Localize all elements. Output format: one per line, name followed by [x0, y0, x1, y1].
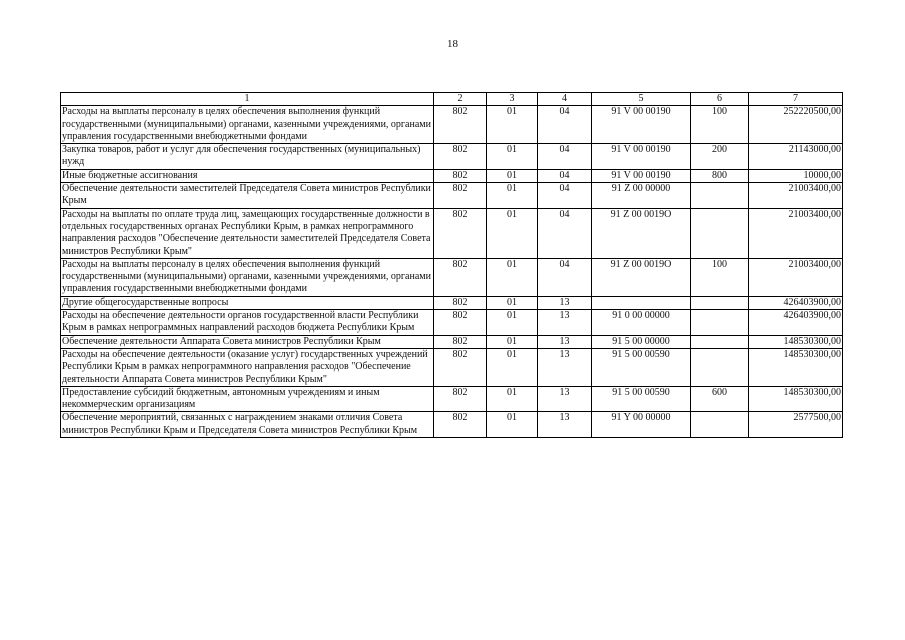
- row-name: Предоставление субсидий бюджетным, автономным учреждениям и иным некоммерческим организациям: [61, 386, 434, 412]
- row-subsection-code: 13: [538, 335, 592, 348]
- row-target-code: 91 Z 00 0019O: [592, 208, 691, 258]
- row-section-code: 01: [487, 106, 538, 144]
- row-name: Обеспечение деятельности заместителей Председателя Совета министров Республики Крым: [61, 183, 434, 209]
- row-amount: 426403900,00: [749, 310, 843, 336]
- row-subsection-code: 13: [538, 412, 592, 438]
- row-section-code: 01: [487, 208, 538, 258]
- row-expense-type-code: [691, 296, 749, 309]
- row-name: Иные бюджетные ассигнования: [61, 169, 434, 182]
- row-section-code: 01: [487, 412, 538, 438]
- row-target-code: [592, 296, 691, 309]
- row-target-code: 91 5 00 00590: [592, 386, 691, 412]
- row-section-code: 01: [487, 335, 538, 348]
- row-amount: 2577500,00: [749, 412, 843, 438]
- row-section-code: 01: [487, 144, 538, 170]
- row-section-code: 01: [487, 183, 538, 209]
- row-name: Расходы на выплаты персоналу в целях обеспечения выполнения функций государственными (муниципальными) органами, казенными учреждениями, органами управления государственными внебюджетными фондами: [61, 106, 434, 144]
- budget-table: [60, 92, 843, 438]
- row-section-code: 01: [487, 310, 538, 336]
- row-amount: 10000,00: [749, 169, 843, 182]
- row-name: Обеспечение мероприятий, связанных с награждением знаками отличия Совета министров Республики Крым и Председателя Совета министров Республики Крым: [61, 412, 434, 438]
- row-amount: 21003400,00: [749, 258, 843, 296]
- table-row: [61, 348, 843, 386]
- row-subsection-code: 13: [538, 348, 592, 386]
- row-subsection-code: 04: [538, 208, 592, 258]
- row-ministry-code: 802: [434, 412, 487, 438]
- row-target-code: 91 0 00 00000: [592, 310, 691, 336]
- row-name: Расходы на выплаты по оплате труда лиц, замещающих государственные должности в отдельных государственных органах Республики Крым, в рамках непрограммного направления расходов "Обеспечение деятельности заместителей Председателя Совета министров Республики Крым": [61, 208, 434, 258]
- row-ministry-code: 802: [434, 386, 487, 412]
- table-row: [61, 296, 843, 309]
- row-ministry-code: 802: [434, 169, 487, 182]
- table-row: [61, 144, 843, 170]
- row-subsection-code: 04: [538, 183, 592, 209]
- header-col-3: 3: [487, 93, 538, 106]
- header-col-6: 6: [691, 93, 749, 106]
- row-ministry-code: 802: [434, 310, 487, 336]
- table-row: [61, 208, 843, 258]
- row-subsection-code: 13: [538, 310, 592, 336]
- row-name: Обеспечение деятельности Аппарата Совета министров Республики Крым: [61, 335, 434, 348]
- row-target-code: 91 5 00 00590: [592, 348, 691, 386]
- row-amount: 148530300,00: [749, 348, 843, 386]
- row-amount: 252220500,00: [749, 106, 843, 144]
- header-col-1: 1: [61, 93, 434, 106]
- row-section-code: 01: [487, 386, 538, 412]
- row-target-code: 91 Y 00 00000: [592, 412, 691, 438]
- row-expense-type-code: [691, 183, 749, 209]
- row-target-code: 91 V 00 00190: [592, 144, 691, 170]
- row-target-code: 91 V 00 00190: [592, 169, 691, 182]
- row-ministry-code: 802: [434, 335, 487, 348]
- row-target-code: 91 V 00 00190: [592, 106, 691, 144]
- row-target-code: 91 5 00 00000: [592, 335, 691, 348]
- table-row: [61, 169, 843, 182]
- row-ministry-code: 802: [434, 183, 487, 209]
- header-col-4: 4: [538, 93, 592, 106]
- row-target-code: 91 Z 00 00000: [592, 183, 691, 209]
- row-expense-type-code: 800: [691, 169, 749, 182]
- row-subsection-code: 04: [538, 144, 592, 170]
- row-section-code: 01: [487, 296, 538, 309]
- row-subsection-code: 13: [538, 296, 592, 309]
- row-name: Расходы на выплаты персоналу в целях обеспечения выполнения функций государственными (муниципальными) органами, казенными учреждениями, органами управления государственными внебюджетными фондами: [61, 258, 434, 296]
- table-row: [61, 183, 843, 209]
- row-amount: 148530300,00: [749, 335, 843, 348]
- row-expense-type-code: 600: [691, 386, 749, 412]
- row-amount: 21003400,00: [749, 183, 843, 209]
- table-row: [61, 335, 843, 348]
- row-ministry-code: 802: [434, 296, 487, 309]
- row-ministry-code: 802: [434, 258, 487, 296]
- header-col-5: 5: [592, 93, 691, 106]
- row-amount: 21143000,00: [749, 144, 843, 170]
- table-row: [61, 106, 843, 144]
- row-name: Другие общегосударственные вопросы: [61, 296, 434, 309]
- row-expense-type-code: [691, 335, 749, 348]
- row-expense-type-code: [691, 412, 749, 438]
- row-subsection-code: 04: [538, 169, 592, 182]
- row-amount: 21003400,00: [749, 208, 843, 258]
- row-section-code: 01: [487, 258, 538, 296]
- table-row: [61, 258, 843, 296]
- row-name: Расходы на обеспечение деятельности органов государственной власти Республики Крым в рамках непрограммных направлений расходов бюджета Республики Крым: [61, 310, 434, 336]
- row-expense-type-code: 100: [691, 106, 749, 144]
- table-row: [61, 386, 843, 412]
- row-amount: 426403900,00: [749, 296, 843, 309]
- row-ministry-code: 802: [434, 106, 487, 144]
- page-number: 18: [447, 38, 458, 50]
- row-expense-type-code: [691, 348, 749, 386]
- header-row: [61, 93, 843, 106]
- row-subsection-code: 04: [538, 258, 592, 296]
- row-section-code: 01: [487, 348, 538, 386]
- row-ministry-code: 802: [434, 144, 487, 170]
- row-name: Расходы на обеспечение деятельности (оказание услуг) государственных учреждений Республики Крым в рамках непрограммного направления расходов "Обеспечение деятельности Аппарата Совета министров Республики Крым": [61, 348, 434, 386]
- table-row: [61, 412, 843, 438]
- row-amount: 148530300,00: [749, 386, 843, 412]
- row-expense-type-code: 200: [691, 144, 749, 170]
- row-target-code: 91 Z 00 0019O: [592, 258, 691, 296]
- row-ministry-code: 802: [434, 348, 487, 386]
- row-subsection-code: 13: [538, 386, 592, 412]
- table-row: [61, 310, 843, 336]
- row-section-code: 01: [487, 169, 538, 182]
- header-col-2: 2: [434, 93, 487, 106]
- row-expense-type-code: 100: [691, 258, 749, 296]
- row-name: Закупка товаров, работ и услуг для обеспечения государственных (муниципальных) нужд: [61, 144, 434, 170]
- header-col-7: 7: [749, 93, 843, 106]
- row-ministry-code: 802: [434, 208, 487, 258]
- row-expense-type-code: [691, 310, 749, 336]
- row-subsection-code: 04: [538, 106, 592, 144]
- row-expense-type-code: [691, 208, 749, 258]
